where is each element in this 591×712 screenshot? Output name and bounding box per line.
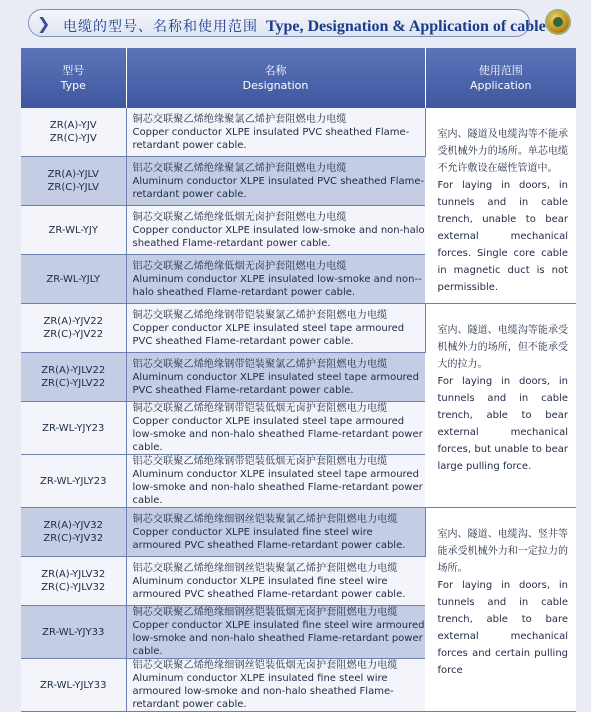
type-code: ZR(A)-YJLV32: [41, 569, 106, 580]
application-cell: [425, 304, 576, 508]
designation-cell: [126, 508, 425, 557]
designation-cn: 铝芯交联聚乙烯绝缘聚氯乙烯护套阻燃电力电缆: [132, 162, 347, 174]
designation-cell: [126, 304, 425, 353]
type-cell: [21, 557, 126, 606]
type-cell: [21, 455, 126, 508]
designation-en: Aluminum conductor XLPE insulated steel tape armoured PVC sheathed Flame-retardant power cable.: [132, 371, 419, 396]
type-code: ZR(A)-YJV32: [43, 520, 103, 531]
designation-en: Copper conductor XLPE insulated fine steel wire armoured low-smoke and non-halo sheathed Flame-retardant power cable.: [132, 620, 425, 657]
designation-cn: 铜芯交联聚乙烯绝缘钢带铠装聚氯乙烯护套阻燃电力电缆: [132, 309, 388, 321]
application-en: For laying in doors, in tunnels and in cable trench, unable to bear external mechanical forces. Single core cable in magnetic duct is not permissible.: [437, 180, 568, 293]
designation-cn: 铜芯交联聚乙烯绝缘钢带铠装低烟无卤护套阻燃电力电缆: [132, 403, 388, 414]
designation-cn: 铜芯交联聚乙烯绝缘低烟无卤护套阻燃电力电缆: [132, 211, 347, 223]
type-cell: [21, 157, 126, 206]
type-code: ZR(C)-YJV22: [43, 329, 104, 340]
designation-cn: 铜芯交联聚乙烯绝缘细钢丝铠装聚氯乙烯护套阻燃电力电缆: [132, 513, 398, 525]
column-header-designation-cn: 名称: [264, 64, 287, 77]
type-cell: [21, 353, 126, 402]
designation-cell: [126, 557, 425, 606]
type-code: ZR-WL-YJY: [48, 224, 98, 236]
type-code: ZR(A)-YJLV: [47, 169, 99, 180]
designation-cell: [126, 255, 425, 304]
page-title-cn: 电缆的型号、名称和使用范围: [63, 19, 258, 35]
designation-en: Copper conductor XLPE insulated fine steel wire armoured PVC sheathed Flame-retardant power cable.: [132, 526, 406, 551]
type-code: ZR(A)-YJV: [49, 120, 97, 131]
page-title-en: Type, Designation & Application of cable: [266, 18, 546, 35]
type-code: ZR(C)-YJLV32: [41, 582, 106, 593]
type-code: ZR-WL-YJLY: [46, 273, 101, 285]
type-code: ZR-WL-YJY33: [42, 626, 105, 638]
designation-cn: 铝芯交联聚乙烯绝缘钢带铠装聚氯乙烯护套阻燃电力电缆: [132, 358, 388, 370]
designation-cn: 铝芯交联聚乙烯绝缘钢带铠装低烟无卤护套阻燃电力电缆: [132, 456, 388, 467]
column-header-designation: [126, 48, 425, 108]
column-header-application-cn: 使用范围: [478, 64, 523, 77]
company-logo-icon: [547, 11, 569, 33]
title-banner: [28, 9, 546, 37]
column-header-type-cn: 型号: [62, 64, 85, 77]
type-cell: [21, 606, 126, 659]
table-header-row: [21, 48, 576, 108]
application-en: For laying in doors, in tunnels and in cable trench, able to bear external mechanical forces, but unable to bear large pulling force.: [437, 376, 568, 472]
column-header-type-en: Type: [60, 79, 86, 92]
type-code: ZR-WL-YJY23: [42, 422, 105, 434]
page-header: [0, 0, 591, 48]
type-code: ZR(C)-YJLV: [47, 182, 99, 193]
type-code: ZR(C)-YJV32: [43, 533, 104, 544]
type-cell: [21, 508, 126, 557]
designation-en: Copper conductor XLPE insulated steel tape armoured PVC sheathed Flame-retardant power cable.: [132, 322, 405, 347]
designation-cn: 铝芯交联聚乙烯绝缘细钢丝铠装低烟无卤护套阻燃电力电缆: [132, 660, 398, 671]
column-header-application-en: Application: [470, 79, 532, 92]
designation-cn: 铝芯交联聚乙烯绝缘细钢丝铠装聚氯乙烯护套阻燃电力电缆: [132, 562, 398, 574]
table-row: [21, 508, 576, 557]
application-cn: 室内、隧道、电缆沟、竖井等能承受机械外力和一定拉力的场所。: [437, 529, 568, 574]
designation-en: Aluminum conductor XLPE insulated low-smoke and non--halo sheathed Flame-retardant power cable.: [132, 273, 422, 298]
type-cell: [21, 304, 126, 353]
designation-cn: 铜芯交联聚乙烯绝缘细钢丝铠装低烟无卤护套阻燃电力电缆: [132, 607, 398, 618]
table-row: [21, 304, 576, 353]
designation-cell: [126, 659, 425, 712]
designation-en: Aluminum conductor XLPE insulated steel tape armoured low-smoke and non-halo sheathed Flame-retardant power cable.: [132, 469, 423, 506]
designation-en: Copper conductor XLPE insulated low-smoke and non-halo sheathed Flame-retardant power cable.: [132, 224, 425, 249]
type-cell: [21, 659, 126, 712]
designation-cell: [126, 157, 425, 206]
table-row: [21, 108, 576, 157]
type-code: ZR(C)-YJV: [49, 133, 97, 144]
designation-cell: [126, 402, 425, 455]
designation-en: Aluminum conductor XLPE insulated fine steel wire armoured low-smoke and non-halo sheathed Flame-retardant power cable.: [132, 673, 394, 710]
designation-cell: [126, 206, 425, 255]
type-code: ZR-WL-YJLY33: [40, 679, 107, 691]
designation-en: Copper conductor XLPE insulated steel tape armoured low-smoke and non-halo sheathed Flame-retardant power cable.: [132, 416, 423, 453]
designation-cn: 铜芯交联聚乙烯绝缘聚氯乙烯护套阻燃电力电缆: [132, 113, 347, 125]
type-code: ZR(A)-YJLV22: [41, 365, 106, 376]
designation-cell: [126, 108, 425, 157]
table-body: [21, 108, 576, 712]
application-cn: 室内、隧道、电缆沟等能承受机械外力的场所，但不能承受大的拉力。: [437, 325, 568, 370]
chevron-right-icon: ❯: [37, 14, 51, 33]
application-cell: [425, 108, 576, 304]
type-cell: [21, 206, 126, 255]
page-title: [63, 16, 546, 36]
type-cell: [21, 108, 126, 157]
designation-cell: [126, 606, 425, 659]
type-cell: [21, 402, 126, 455]
designation-en: Copper conductor XLPE insulated PVC sheathed Flame-retardant power cable.: [132, 126, 410, 151]
designation-cell: [126, 353, 425, 402]
type-code: ZR-WL-YJLY23: [40, 475, 107, 487]
designation-en: Aluminum conductor XLPE insulated PVC sheathed Flame-retardant power cable.: [132, 175, 425, 200]
application-cell: [425, 508, 576, 712]
designation-en: Aluminum conductor XLPE insulated fine steel wire armoured PVC sheathed Flame-retardant power cable.: [132, 575, 406, 600]
column-header-designation-en: Designation: [242, 79, 309, 92]
type-cell: [21, 255, 126, 304]
type-code: ZR(A)-YJV22: [43, 316, 103, 327]
column-header-type: [21, 48, 126, 108]
column-header-application: [425, 48, 576, 108]
application-en: For laying in doors, in tunnels and in cable trench, able to bare external mechanical forces and certain pulling force: [437, 580, 568, 676]
type-code: ZR(C)-YJLV22: [41, 378, 106, 389]
designation-cell: [126, 455, 425, 508]
designation-cn: 铝芯交联聚乙烯绝缘低烟无卤护套阻燃电力电缆: [132, 260, 347, 272]
application-cn: 室内、隧道及电缆沟等不能承受机械外力的场所。单芯电缆不允许敷设在磁性管道中。: [437, 129, 568, 174]
cable-table: [21, 48, 576, 712]
logo-center: [553, 17, 563, 27]
